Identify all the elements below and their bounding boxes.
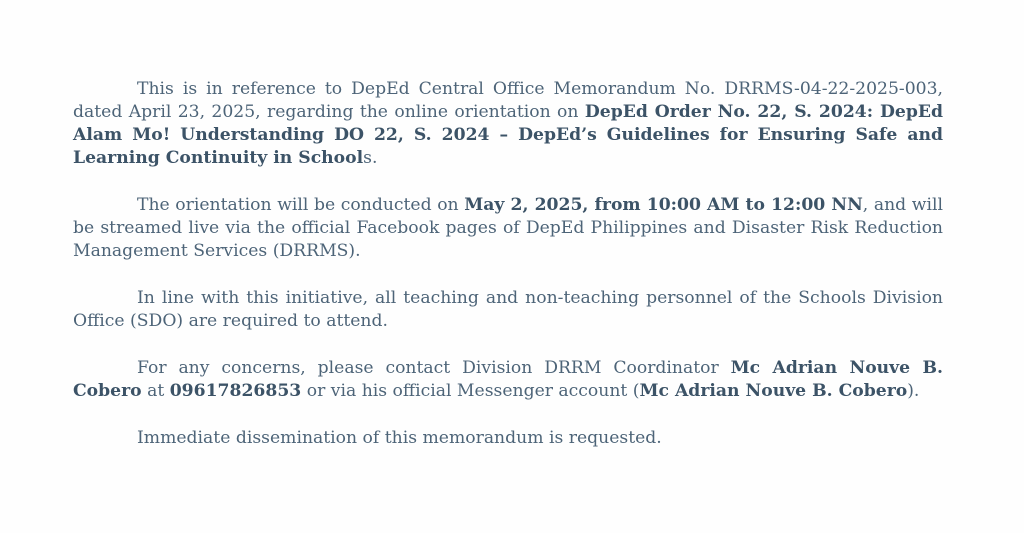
reference-text-end: s. <box>363 148 378 168</box>
contact-text-end: ). <box>907 381 920 401</box>
reference-text: This is in reference to DepEd Central Office Memorandum No. DRRMS-04-22-2025-003, dated April 23, 2025, regarding the online orientation on <box>73 79 943 122</box>
order-title: DepEd Order No. 22, S. 2024: DepEd Alam Mo! Understanding DO 22, S. 2024 – DepEd’s Guidelines for Ensuring Safe and Learning Continuity in School <box>73 102 943 168</box>
schedule-date-time: May 2, 2025, from 10:00 AM to 12:00 NN <box>464 195 863 215</box>
paragraph-contact <box>73 357 943 403</box>
messenger-account: Mc Adrian Nouve B. Cobero <box>639 381 908 401</box>
attendance-text: In line with this initiative, all teaching and non-teaching personnel of the Schools Division Office (SDO) are required to attend. <box>73 288 943 331</box>
contact-text: For any concerns, please contact Division DRRM Coordinator <box>137 358 731 378</box>
paragraph-dissemination <box>73 427 943 450</box>
coordinator-name: Mc Adrian Nouve B. Cobero <box>73 358 943 401</box>
contact-text-messenger: or via his official Messenger account ( <box>301 381 640 401</box>
dissemination-text: Immediate dissemination of this memorandum is requested. <box>137 428 662 448</box>
paragraph-attendance <box>73 287 943 333</box>
memorandum-body <box>73 78 943 450</box>
paragraph-schedule <box>73 194 943 263</box>
schedule-text-end: , and will be streamed live via the official Facebook pages of DepEd Philippines and Disaster Risk Reduction Management Services (DRRMS). <box>73 195 943 261</box>
schedule-text: The orientation will be conducted on <box>137 195 465 215</box>
paragraph-reference <box>73 78 943 170</box>
contact-text-at: at <box>141 381 170 401</box>
coordinator-phone: 09617826853 <box>169 381 302 401</box>
